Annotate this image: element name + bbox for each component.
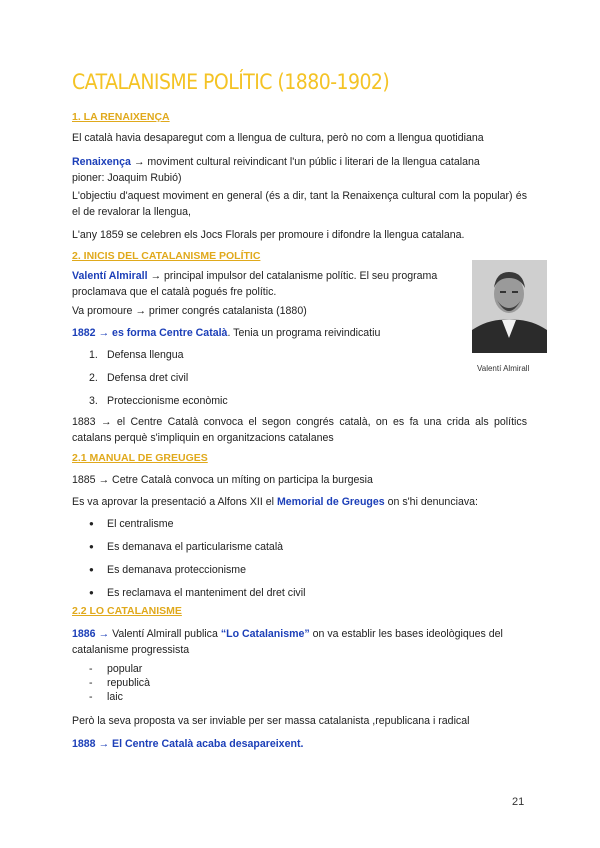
paragraph-line: pioner: Joaquim Rubió)	[72, 172, 182, 184]
list-number: 3.	[89, 395, 98, 407]
paragraph-text: on s'hi denunciava:	[384, 496, 478, 508]
bullet-dot: ●	[89, 565, 94, 574]
portrait-photo	[472, 260, 547, 353]
paragraph-text: Valentí Almirall publica	[112, 628, 221, 640]
bullet-text: Es reclamava el manteniment del dret civil	[107, 587, 306, 599]
paragraph: Va promoure → primer congrés catalanista (1880)	[72, 305, 307, 317]
paragraph-renaixenca	[72, 154, 527, 170]
dash-text: popular	[107, 663, 143, 675]
paragraph-text: . Tenia un programa reivindicatiu	[227, 327, 381, 339]
paragraph: L'objectiu d'aquest moviment en general (és a dir, tant la Renaixença cultural com la popular) és el de revalorar la llengua,	[72, 190, 527, 218]
dash-marker: -	[89, 691, 93, 703]
section-heading-renaixenca: 1. LA RENAIXENÇA	[72, 111, 170, 123]
bullet-text: Es demanava el particularisme català	[107, 541, 284, 553]
list-item	[89, 395, 228, 407]
paragraph-almirall	[72, 268, 437, 284]
bullet-text: Es demanava proteccionisme	[107, 564, 246, 576]
list-item	[89, 349, 184, 361]
term-memorial-greuges: Memorial de Greuges	[276, 496, 385, 508]
term-renaixenca: Renaixença	[72, 156, 131, 168]
paragraph: Però la seva proposta va ser inviable per ser massa catalanista ,republicana i radical	[72, 715, 470, 727]
dash-item	[89, 663, 142, 675]
name-valenti-almirall: Valentí Almirall	[72, 270, 148, 282]
list-number: 2.	[89, 372, 98, 384]
page-title: CATALANISME POLÍTIC (1880-1902)	[72, 70, 390, 94]
paragraph-line: catalanisme progressista	[72, 644, 190, 656]
paragraph-text: moviment cultural reivindicant l'un públic i literari de la llengua catalana	[144, 156, 480, 168]
dash-item	[89, 691, 123, 703]
paragraph-1886	[72, 626, 503, 642]
bullet-item	[89, 541, 283, 553]
section-heading-lo-catalanisme: 2.2 LO CATALANISME	[72, 605, 182, 617]
arrow: →	[133, 156, 145, 168]
paragraph-text: Es va aprovar la presentació a Alfons XII el	[72, 496, 277, 508]
section-heading-inicis: 2. INICIS DEL CATALANISME POLÍTIC	[72, 250, 261, 262]
paragraph-text: → principal impulsor del catalanisme polític. El seu programa	[147, 270, 438, 282]
bullet-dot: ●	[89, 588, 94, 597]
paragraph: L'any 1859 se celebren els Jocs Florals per promoure i difondre la llengua catalana.	[72, 229, 465, 241]
bullet-dot: ●	[89, 519, 94, 528]
paragraph-memorial	[72, 494, 478, 510]
paragraph: El català havia desaparegut com a llengua de cultura, però no com a llengua quotidiana	[72, 132, 484, 144]
bullet-text: El centralisme	[107, 518, 174, 530]
list-text: Proteccionisme econòmic	[107, 395, 228, 407]
dash-marker: -	[89, 663, 93, 675]
bullet-dot: ●	[89, 542, 94, 551]
paragraph-text: on va establir les bases ideològiques del	[309, 628, 503, 640]
paragraph-1883: 1883 → el Centre Català convoca el segon congrés català, on es fa una crida als polítics catalans perquè s'impliquin en organitzacions catalanes	[72, 416, 527, 444]
paragraph-1882	[72, 325, 380, 341]
list-text: Defensa llengua	[107, 349, 184, 361]
dash-text: laic	[107, 691, 123, 703]
dash-marker: -	[89, 677, 93, 689]
arrow: →	[95, 628, 113, 640]
section-heading-manual-greuges: 2.1 MANUAL DE GREUGES	[72, 452, 208, 464]
date-1886: 1886	[72, 628, 96, 640]
paragraph-line: proclamava que el català pogués fre polític.	[72, 286, 277, 298]
paragraph-1888: 1888 → El Centre Català acaba desapareixent.	[72, 738, 304, 750]
paragraph: 1885 → Cetre Català convoca un míting on participa la burgesia	[72, 474, 373, 486]
dash-text: republicà	[107, 677, 150, 689]
term-lo-catalanisme: “Lo Catalanisme”	[220, 628, 310, 640]
list-item	[89, 372, 188, 384]
dash-item	[89, 677, 150, 689]
list-text: Defensa dret civil	[107, 372, 189, 384]
page-number: 21	[512, 796, 525, 808]
date-1882: 1882 → es forma Centre Català	[72, 327, 228, 339]
list-number: 1.	[89, 349, 98, 361]
photo-caption: Valentí Almirall	[477, 364, 530, 373]
bullet-item	[89, 587, 305, 599]
bullet-item	[89, 518, 174, 530]
portrait-image	[472, 260, 547, 353]
bullet-item	[89, 564, 246, 576]
